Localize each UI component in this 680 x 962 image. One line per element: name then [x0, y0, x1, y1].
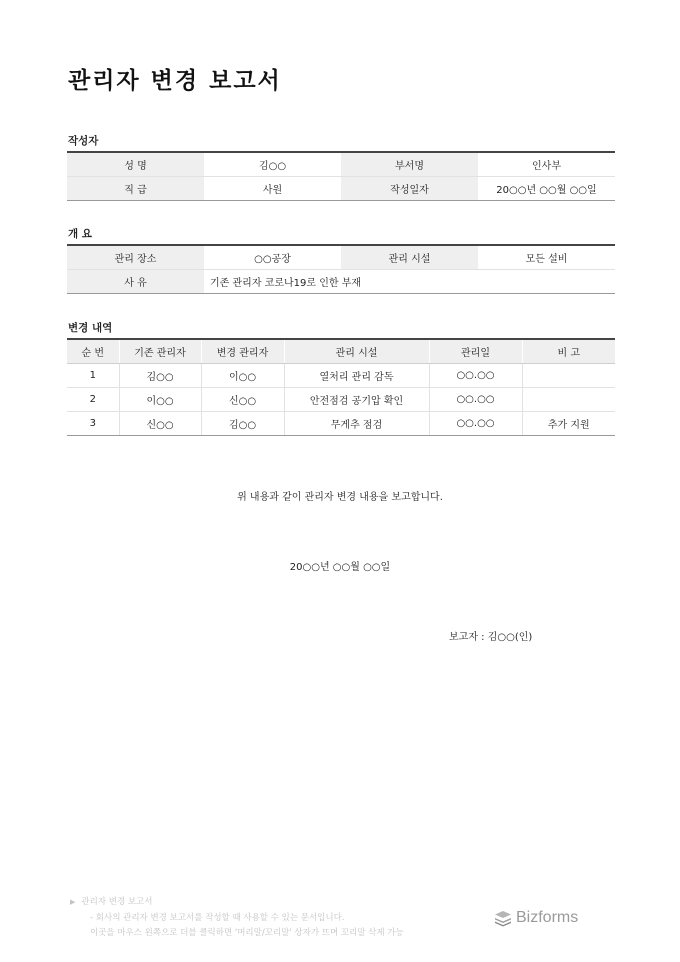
- cell-seq: 2: [67, 388, 119, 412]
- header-date: 관리일: [429, 339, 522, 364]
- footer-title: 관리자 변경 보고서: [81, 897, 153, 907]
- cell-note: [522, 388, 615, 412]
- cell-facility: 무게추 점검: [284, 412, 429, 436]
- reason-value: 기존 관리자 코로나19로 인한 부재: [204, 270, 615, 294]
- bizforms-logo: [494, 909, 578, 927]
- document-title: 관리자 변경 보고서: [68, 68, 282, 94]
- table-row: [67, 270, 615, 294]
- cell-date: ○○.○○: [429, 388, 522, 412]
- cell-new-manager: 이○○: [201, 364, 284, 388]
- footer-description: - 회사의 관리자 변경 보고서를 작성할 때 사용할 수 있는 문서입니다.: [90, 912, 345, 923]
- report-statement: 위 내용과 같이 관리자 변경 내용을 보고합니다.: [237, 492, 443, 503]
- table-row: [67, 364, 615, 388]
- cell-seq: 3: [67, 412, 119, 436]
- header-new-manager: 변경 관리자: [201, 339, 284, 364]
- cell-note: [522, 364, 615, 388]
- name-value: 김○○: [204, 152, 341, 177]
- triangle-bullet-icon: ▶: [70, 898, 76, 906]
- reason-label: 사 유: [67, 270, 204, 294]
- cell-old-manager: 신○○: [119, 412, 201, 436]
- footer-instruction: 이곳을 마우스 왼쪽으로 더블 클릭하면 '머리말/꼬리말' 상자가 뜨며 꼬리말 삭제 가능: [90, 928, 404, 938]
- facility-value: 모든 설비: [478, 245, 615, 270]
- name-label: 성 명: [67, 152, 204, 177]
- table-row: [67, 245, 615, 270]
- date-value: 20○○년 ○○월 ○○일: [478, 177, 615, 201]
- reporter-signature: 보고자 : 김○○(인): [449, 632, 533, 643]
- report-date: 20○○년 ○○월 ○○일: [289, 562, 391, 573]
- cell-date: ○○.○○: [429, 364, 522, 388]
- place-label: 관리 장소: [67, 245, 204, 270]
- table-header-row: [67, 339, 615, 364]
- table-row: [67, 177, 615, 201]
- changes-section-label: 변경 내역: [68, 322, 113, 334]
- header-note: 비 고: [522, 339, 615, 364]
- cell-new-manager: 신○○: [201, 388, 284, 412]
- writer-section-label: 작성자: [68, 135, 99, 147]
- header-facility: 관리 시설: [284, 339, 429, 364]
- cell-note: 추가 지원: [522, 412, 615, 436]
- cell-facility: 안전점검 공기압 확인: [284, 388, 429, 412]
- dept-label: 부서명: [341, 152, 478, 177]
- facility-label: 관리 시설: [341, 245, 478, 270]
- bizforms-logo-icon: [494, 910, 512, 927]
- cell-new-manager: 김○○: [201, 412, 284, 436]
- table-row: [67, 412, 615, 436]
- overview-section-label: 개 요: [68, 228, 92, 240]
- rank-value: 사원: [204, 177, 341, 201]
- writer-table: [67, 151, 615, 201]
- cell-old-manager: 이○○: [119, 388, 201, 412]
- header-old-manager: 기존 관리자: [119, 339, 201, 364]
- header-seq: 순 번: [67, 339, 119, 364]
- changes-table: [67, 338, 615, 436]
- cell-facility: 열처리 관리 감독: [284, 364, 429, 388]
- date-label: 작성일자: [341, 177, 478, 201]
- rank-label: 직 급: [67, 177, 204, 201]
- table-row: [67, 152, 615, 177]
- overview-table: [67, 244, 615, 294]
- logo-text: Bizforms: [516, 909, 579, 926]
- dept-value: 인사부: [478, 152, 615, 177]
- place-value: ○○공장: [204, 245, 341, 270]
- footer-note[interactable]: [70, 895, 404, 942]
- cell-old-manager: 김○○: [119, 364, 201, 388]
- table-row: [67, 388, 615, 412]
- cell-date: ○○.○○: [429, 412, 522, 436]
- cell-seq: 1: [67, 364, 119, 388]
